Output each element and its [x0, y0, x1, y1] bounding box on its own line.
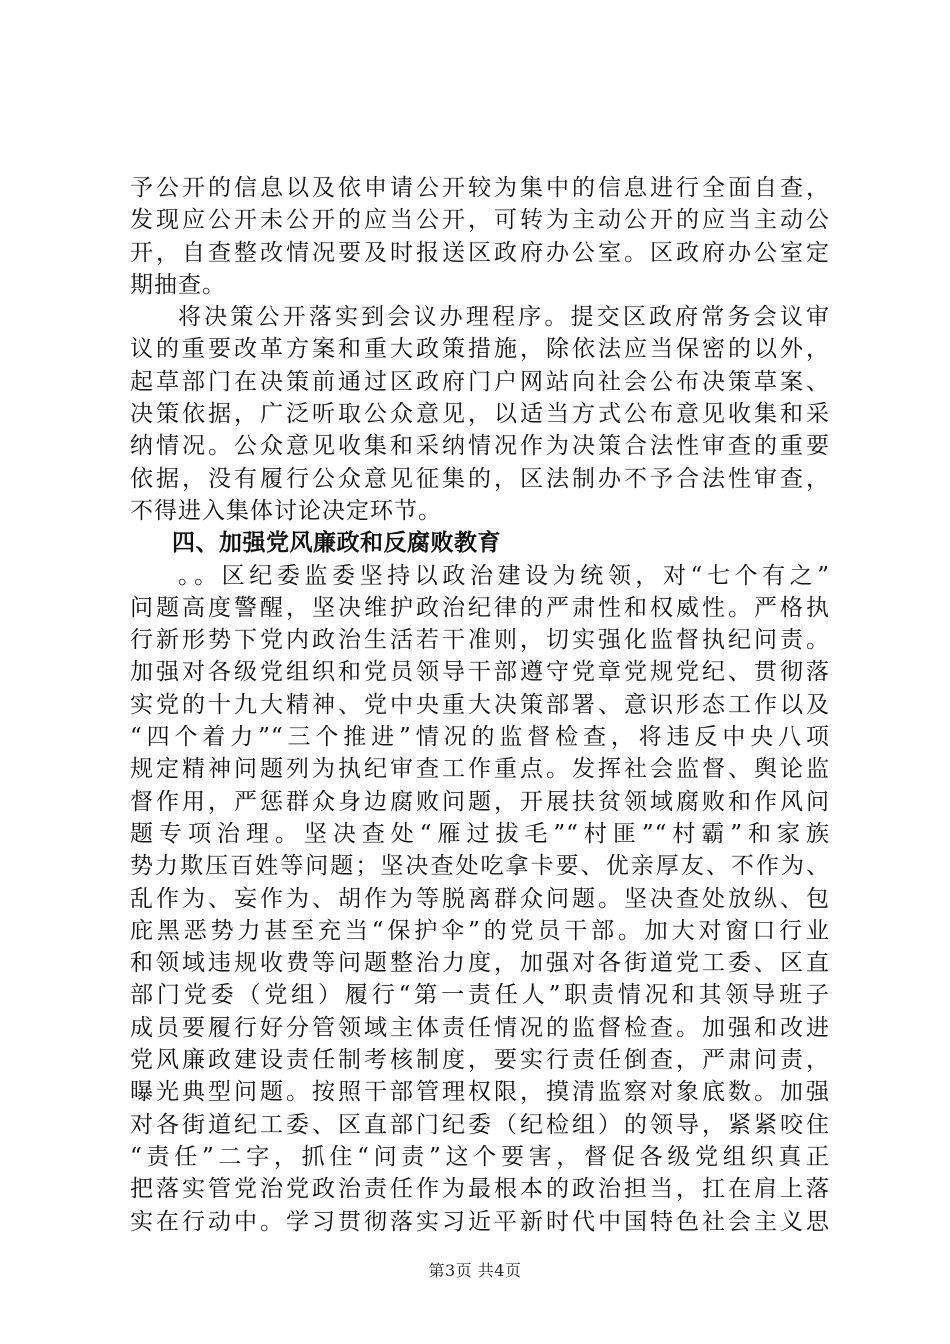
paragraph-start-line: 将决策公开落实到会议办理程序。提交区政府常务会议审: [178, 304, 830, 331]
text-line: 予公开的信息以及依申请公开较为集中的信息进行全面自查，: [130, 175, 830, 201]
document-body: [130, 172, 830, 1238]
text-line: 督作用，严惩群众身边腐败问题，开展扶贫领域腐败和作风问: [130, 788, 830, 815]
text-line: 成员要履行好分管领域主体责任情况的监督检查。加强和改进: [130, 1014, 830, 1041]
text-line: 题专项治理。坚决查处“雁过拔毛”“村匪”“村霸”和家族: [130, 820, 830, 847]
text-line: 和领域违规收费等问题整治力度，加强对各街道党工委、区直: [130, 950, 830, 977]
text-line: 议的重要改革方案和重大政策措施，除依法应当保密的以外，: [130, 336, 830, 363]
text-line: 对各街道纪工委、区直部门纪委（纪检组）的领导，紧紧咬住: [130, 1111, 830, 1138]
page-footer: [0, 1258, 950, 1281]
paragraph-start-line: 。。区纪委监委坚持以政治建设为统领，对“七个有之”: [178, 562, 830, 589]
text-line: 实党的十九大精神、党中央重大决策部署、意识形态工作以及: [130, 691, 830, 718]
text-line: 乱作为、妄作为、胡作为等脱离群众问题。坚决查处放纵、包: [130, 885, 830, 912]
text-line: 发现应公开未公开的应当公开，可转为主动公开的应当主动公: [130, 207, 830, 234]
text-line: 开，自查整改情况要及时报送区政府办公室。区政府办公室定: [130, 239, 830, 266]
text-line: 部门党委（党组）履行“第一责任人”职责情况和其领导班子: [130, 982, 830, 1009]
text-line: 行新形势下党内政治生活若干准则，切实强化监督执纪问责。: [130, 627, 830, 654]
text-line: “责任”二字，抓住“问责”这个要害，督促各级党组织真正: [130, 1143, 830, 1170]
page-number-label: 第3页 共4页: [428, 1261, 522, 1280]
text-line: 决策依据，广泛听取公众意见，以适当方式公布意见收集和采: [130, 401, 830, 428]
section-heading: 四、加强党风廉政和反腐败教育: [172, 530, 501, 557]
text-line: 把落实管党治党政治责任作为最根本的政治担当，扛在肩上落: [130, 1176, 830, 1203]
text-line: 实在行动中。学习贯彻落实习近平新时代中国特色社会主义思: [130, 1208, 830, 1235]
text-line: 党风廉政建设责任制考核制度，要实行责任倒查，严肃问责，: [130, 1047, 830, 1074]
text-line: 庇黑恶势力甚至充当“保护伞”的党员干部。加大对窗口行业: [130, 917, 830, 944]
text-line: “四个着力”“三个推进”情况的监督检查，将违反中央八项: [130, 724, 830, 751]
text-line: 加强对各级党组织和党员领导干部遵守党章党规党纪、贯彻落: [130, 659, 830, 686]
text-line: 曝光典型问题。按照干部管理权限，摸清监察对象底数。加强: [130, 1079, 830, 1106]
text-line: 纳情况。公众意见收集和采纳情况作为决策合法性审查的重要: [130, 433, 830, 460]
text-line: 势力欺压百姓等问题；坚决查处吃拿卡要、优亲厚友、不作为、: [130, 853, 830, 880]
text-line: 问题高度警醒，坚决维护政治纪律的严肃性和权威性。严格执: [130, 594, 830, 621]
text-line: 期抽查。: [130, 271, 226, 298]
text-line: 规定精神问题列为执纪审查工作重点。发挥社会监督、舆论监: [130, 756, 830, 783]
text-line: 不得进入集体讨论决定环节。: [130, 497, 442, 524]
text-line: 依据，没有履行公众意见征集的，区法制办不予合法性审查，: [130, 465, 830, 492]
text-line: 起草部门在决策前通过区政府门户网站向社会公布决策草案、: [130, 368, 830, 395]
